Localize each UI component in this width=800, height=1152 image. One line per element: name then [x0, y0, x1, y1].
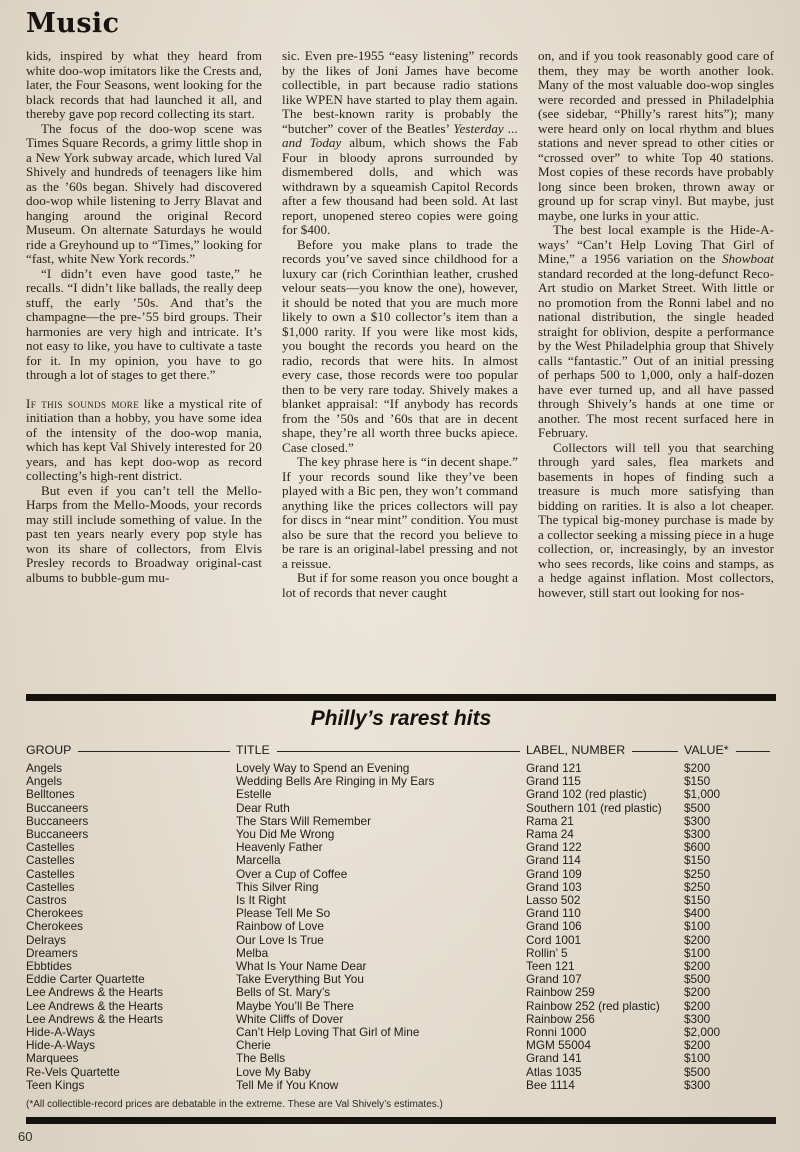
- cell-value: $200: [684, 1039, 711, 1053]
- cell-value: $100: [684, 1052, 711, 1066]
- column-header-value: [684, 743, 776, 757]
- cell-group: Teen Kings: [26, 1078, 85, 1092]
- cell-group: Buccaneers: [26, 801, 89, 815]
- column-header-title: [236, 743, 526, 757]
- cell-value: $250: [684, 867, 711, 881]
- cell-title: White Cliffs of Dover: [236, 1012, 344, 1026]
- cell-group: Angels: [26, 775, 63, 789]
- cell-label-number: Grand 106: [526, 920, 582, 934]
- cell-group: Buccaneers: [26, 814, 89, 828]
- table-row: [26, 1066, 776, 1079]
- cell-label-number: Teen 121: [526, 960, 575, 974]
- cell-title: The Stars Will Remember: [236, 814, 372, 828]
- cell-label-number: Grand 122: [526, 841, 582, 855]
- table-row: [26, 841, 776, 854]
- cell-value: $250: [684, 880, 711, 894]
- cell-label-number: Grand 114: [526, 854, 581, 868]
- cell-title: Estelle: [236, 788, 272, 802]
- page-bottom-rule: [26, 1117, 776, 1124]
- cell-group: Hide-A-Ways: [26, 1026, 96, 1040]
- cell-label-number: Rama 24: [526, 828, 574, 842]
- cell-label-number: Atlas 1035: [526, 1065, 582, 1079]
- table-row: [26, 1039, 776, 1052]
- cell-value: $400: [684, 907, 711, 921]
- cell-title: Maybe You’ll Be There: [236, 999, 354, 1013]
- cell-title: Is It Right: [236, 894, 286, 908]
- cell-title: This Silver Ring: [236, 880, 319, 894]
- cell-title: Please Tell Me So: [236, 907, 331, 921]
- header-label: GROUP: [26, 743, 72, 757]
- cell-group: Angels: [26, 762, 63, 775]
- cell-group: Dreamers: [26, 946, 78, 960]
- cell-title: Dear Ruth: [236, 801, 290, 815]
- cell-title: Heavenly Father: [236, 841, 323, 855]
- article-column-3: [538, 49, 774, 685]
- cell-group: Delrays: [26, 933, 66, 947]
- cell-title: Wedding Bells Are Ringing in My Ears: [236, 775, 435, 789]
- cell-title: Cherie: [236, 1039, 271, 1053]
- table-row: [26, 920, 776, 933]
- cell-value: $150: [684, 775, 711, 789]
- table-row: [26, 986, 776, 999]
- cell-label-number: Lasso 502: [526, 894, 581, 908]
- cell-value: $200: [684, 986, 711, 1000]
- cell-value: $300: [684, 1078, 711, 1092]
- cell-group: Eddie Carter Quartette: [26, 973, 145, 987]
- paragraph: Collectors will tell you that searching through yard sales, flea markets and basements in hopes of finding such a treasure is much more satisfying than bidding on rarities. It is also a lot cheaper. The typical big-money purchase is made by a collector seeking a missing piece in a huge collection, or, increasingly, by an investor who sees records, like coins and stamps, as a hedge against inflation. Most collectors, however, still start out looking for nos-: [538, 439, 774, 600]
- sidebar-top-rule: [26, 694, 776, 701]
- small-caps-lead: If this sounds more: [26, 395, 140, 411]
- cell-group: Buccaneers: [26, 828, 89, 842]
- table-header-row: [26, 743, 776, 757]
- cell-value: $500: [684, 801, 711, 815]
- cell-group: Castelles: [26, 854, 75, 868]
- cell-value: $300: [684, 828, 711, 842]
- cell-title: What Is Your Name Dear: [236, 960, 367, 974]
- album-title-italic: Yesterday ... and Today: [282, 120, 518, 150]
- paragraph: “I didn’t even have good taste,” he recalls. “I didn’t like ballads, the really deep stuff, the early ’50s. And that’s the champagne—the pre-’55 bird groups. Their harmonies are very high and intricate. It’s not easy to like, you have to cultivate a taste for it. In my opinion, you have to go through a lot of stages to get there.”: [26, 265, 262, 382]
- cell-group: Hide-A-Ways: [26, 1039, 96, 1053]
- cell-label-number: Rainbow 252 (red plastic): [526, 999, 660, 1013]
- cell-label-number: Grand 109: [526, 867, 582, 881]
- cell-group: Lee Andrews & the Hearts: [26, 1012, 164, 1026]
- paragraph: [26, 397, 262, 484]
- cell-group: Lee Andrews & the Hearts: [26, 999, 164, 1013]
- table-row: [26, 1052, 776, 1065]
- cell-title: Our Love Is True: [236, 933, 324, 947]
- table-row: [26, 1013, 776, 1026]
- table-row: [26, 1026, 776, 1039]
- cell-group: Castelles: [26, 841, 75, 855]
- cell-label-number: Grand 102 (red plastic): [526, 788, 647, 802]
- table-row: [26, 881, 776, 894]
- table-row: [26, 815, 776, 828]
- cell-group: Castelles: [26, 867, 75, 881]
- column-header-group: [26, 743, 236, 757]
- cell-group: Castelles: [26, 880, 75, 894]
- table-row: [26, 868, 776, 881]
- article-column-2: [282, 49, 518, 685]
- cell-label-number: Southern 101 (red plastic): [526, 801, 662, 815]
- section-heading: Music: [26, 8, 120, 39]
- cell-value: $100: [684, 920, 711, 934]
- header-label: VALUE*: [684, 743, 729, 757]
- show-title-italic: Showboat: [721, 251, 774, 266]
- cell-label-number: Rama 21: [526, 814, 574, 828]
- cell-value: $600: [684, 841, 711, 855]
- cell-label-number: Bee 1114: [526, 1078, 575, 1092]
- paragraph: But if for some reason you once bought a lot of records that never caught: [282, 570, 518, 600]
- cell-group: Cherokees: [26, 920, 84, 934]
- cell-group: Lee Andrews & the Hearts: [26, 986, 164, 1000]
- table-row: [26, 828, 776, 841]
- cell-title: Melba: [236, 946, 269, 960]
- paragraph-text: sic. Even pre-1955 “easy listening” records by the likes of Joni James have become collectible, in part because radio stations like WPEN have started to play them again. The best-known rarity is probably the “butcher” cover of the Beatles’: [282, 49, 518, 136]
- table-row: [26, 1000, 776, 1013]
- cell-label-number: Grand 107: [526, 973, 582, 987]
- header-dash-rule: [277, 751, 520, 752]
- cell-label-number: Ronni 1000: [526, 1026, 587, 1040]
- cell-label-number: Rainbow 256: [526, 1012, 595, 1026]
- table-row: [26, 775, 776, 788]
- cell-group: Marquees: [26, 1052, 79, 1066]
- table-row: [26, 802, 776, 815]
- cell-group: Castros: [26, 894, 67, 908]
- table-row: [26, 788, 776, 801]
- cell-title: You Did Me Wrong: [236, 828, 335, 842]
- table-row: [26, 973, 776, 986]
- paragraph: kids, inspired by what they heard from white doo-wop imitators like the Crests and, later, the Four Seasons, went looking for the black records that had launched it all, and thereby gave pop record collecting its start.: [26, 49, 262, 121]
- cell-group: Belltones: [26, 788, 75, 802]
- paragraph: The key phrase here is “in decent shape.” If your records sound like they’ve been played with a Bic pen, they won’t command anything like the prices collectors will pay for discs in “near mint” condition. You must also be sure that the record you believe to be rare is an original-label pressing and not a reissue.: [282, 454, 518, 571]
- cell-label-number: Grand 121: [526, 762, 582, 775]
- cell-value: $300: [684, 1012, 711, 1026]
- cell-label-number: MGM 55004: [526, 1039, 591, 1053]
- cell-label-number: Grand 115: [526, 775, 581, 789]
- table-row: [26, 907, 776, 920]
- table-row: [26, 1079, 776, 1092]
- cell-title: Marcella: [236, 854, 281, 868]
- cell-value: $200: [684, 762, 711, 775]
- table-row: [26, 934, 776, 947]
- cell-label-number: Grand 110: [526, 907, 581, 921]
- table-row: [26, 762, 776, 775]
- cell-value: $2,000: [684, 1026, 721, 1040]
- table-row: [26, 947, 776, 960]
- table-footnote: (*All collectible-record prices are debatable in the extreme. These are Val Shively’s estimates.): [26, 1099, 443, 1111]
- table-row: [26, 854, 776, 867]
- header-dash-rule: [632, 751, 678, 752]
- cell-title: Over a Cup of Coffee: [236, 867, 348, 881]
- cell-label-number: Grand 103: [526, 880, 582, 894]
- cell-value: $200: [684, 933, 711, 947]
- paragraph-text: album, which shows the Fab Four in bloody aprons surrounded by dismembered dolls, and which was withdrawn by a squeamish Capitol Records after a few thousand had been sold. At last report, unopened stereo copies were going for $400.: [282, 135, 518, 237]
- paragraph: on, and if you took reasonably good care of them, they may be worth another look. Many of the most valuable doo-wop singles were recorded and pressed in Philadelphia (see sidebar, “Philly’s rarest hits”); many were heard only on local rhythm and blues stations and never spread to other cities or “crossed over” to white Top 40 stations. Most copies of these records have probably long since been broken, thrown away or ground up for scrap vinyl. But maybe, just maybe, one lurks in your attic.: [538, 49, 774, 223]
- cell-title: Lovely Way to Spend an Evening: [236, 762, 410, 775]
- cell-value: $150: [684, 854, 711, 868]
- cell-group: Cherokees: [26, 907, 84, 921]
- page-number: 60: [18, 1129, 33, 1144]
- table-row: [26, 960, 776, 973]
- header-dash-rule: [736, 751, 770, 752]
- cell-value: $200: [684, 960, 711, 974]
- paragraph: [538, 223, 774, 441]
- cell-value: $500: [684, 1065, 711, 1079]
- paragraph: [282, 49, 518, 238]
- cell-value: $300: [684, 814, 711, 828]
- sidebar-title: Philly’s rarest hits: [310, 707, 492, 730]
- cell-label-number: Grand 141: [526, 1052, 582, 1066]
- cell-value: $200: [684, 999, 711, 1013]
- table-row: [26, 894, 776, 907]
- paragraph: But even if you can’t tell the Mello-Harps from the Mello-Moods, your records may still include something of value. In the past ten years nearly every pop style has won its share of collectors, from Elvis Presley records to Broadway original-cast albums to bubble-gum mu-: [26, 482, 262, 585]
- cell-value: $150: [684, 894, 711, 908]
- article-body: [26, 49, 776, 685]
- cell-title: Can’t Help Loving That Girl of Mine: [236, 1026, 420, 1040]
- cell-group: Re-Vels Quartette: [26, 1065, 120, 1079]
- cell-value: $100: [684, 946, 711, 960]
- cell-label-number: Rollin’ 5: [526, 946, 568, 960]
- paragraph: The focus of the doo-wop scene was Times Square Records, a grimy little shop in a New York subway arcade, which lured Val Shively and hundreds of teenagers like him as the ’60s began. Shively had discovered doo-wop while listening to Jerry Blavat and hanging around the original Record Museum. On alternate Saturdays he would ride a Greyhound up to “Times,” looking for “fast, white New York records.”: [26, 120, 262, 266]
- cell-group: Ebbtides: [26, 960, 72, 974]
- cell-title: The Bells: [236, 1052, 286, 1066]
- cell-label-number: Rainbow 259: [526, 986, 595, 1000]
- cell-title: Love My Baby: [236, 1065, 311, 1079]
- cell-title: Rainbow of Love: [236, 920, 324, 934]
- paragraph-text: The best local example is the Hide-A-ways’ “Can’t Help Loving That Girl of Mine,” a 1956 variation on the: [538, 222, 774, 266]
- paragraph-text: standard recorded at the long-defunct Reco-Art studio on Market Street. With little or no promotion from the Ronni label and no national distribution, the single headed straight for oblivion, despite a performance by the West Philadelphia group that Shively calls “fantastic.” Out of an initial pressing of perhaps 500 to 1,000, only a half-dozen have ever turned up, and all have passed through Shively’s hands at one time or another. The most recent surfaced here in February.: [538, 265, 774, 440]
- paragraph: Before you make plans to trade the records you’ve saved since childhood for a luxury car (rich Corinthian leather, crushed velour seats—you know the one), however, it should be noted that you are much more likely to own a $10 collector’s item than a $1,000 rarity. If you were like most kids, you bought the records you heard on the radio, records that were hits. In almost every case, those records were too popular then to be very rare today. Shively makes a blanket appraisal: “If anybody has records from the ’50s and ’60s that are in decent shape, they’re all worth three bucks apiece. Case closed.”: [282, 236, 518, 455]
- header-label: LABEL, NUMBER: [526, 743, 626, 757]
- cell-title: Tell Me if You Know: [236, 1078, 339, 1092]
- rarest-hits-table: [26, 743, 776, 1092]
- cell-value: $500: [684, 973, 711, 987]
- article-column-1: [26, 49, 262, 685]
- header-dash-rule: [78, 751, 230, 752]
- cell-value: $1,000: [684, 788, 721, 802]
- paragraph-text: like a mystical rite of initiation than a hobby, you have some idea of the intensity of the doo-wop mania, which has kept Val Shively interested for 20 years, and has kept doo-wop as record collecting’s high-rent district.: [26, 395, 263, 483]
- cell-label-number: Cord 1001: [526, 933, 582, 947]
- cell-title: Take Everything But You: [236, 973, 364, 987]
- cell-title: Bells of St. Mary’s: [236, 986, 331, 1000]
- header-label: TITLE: [236, 743, 270, 757]
- column-header-label-number: [526, 743, 684, 757]
